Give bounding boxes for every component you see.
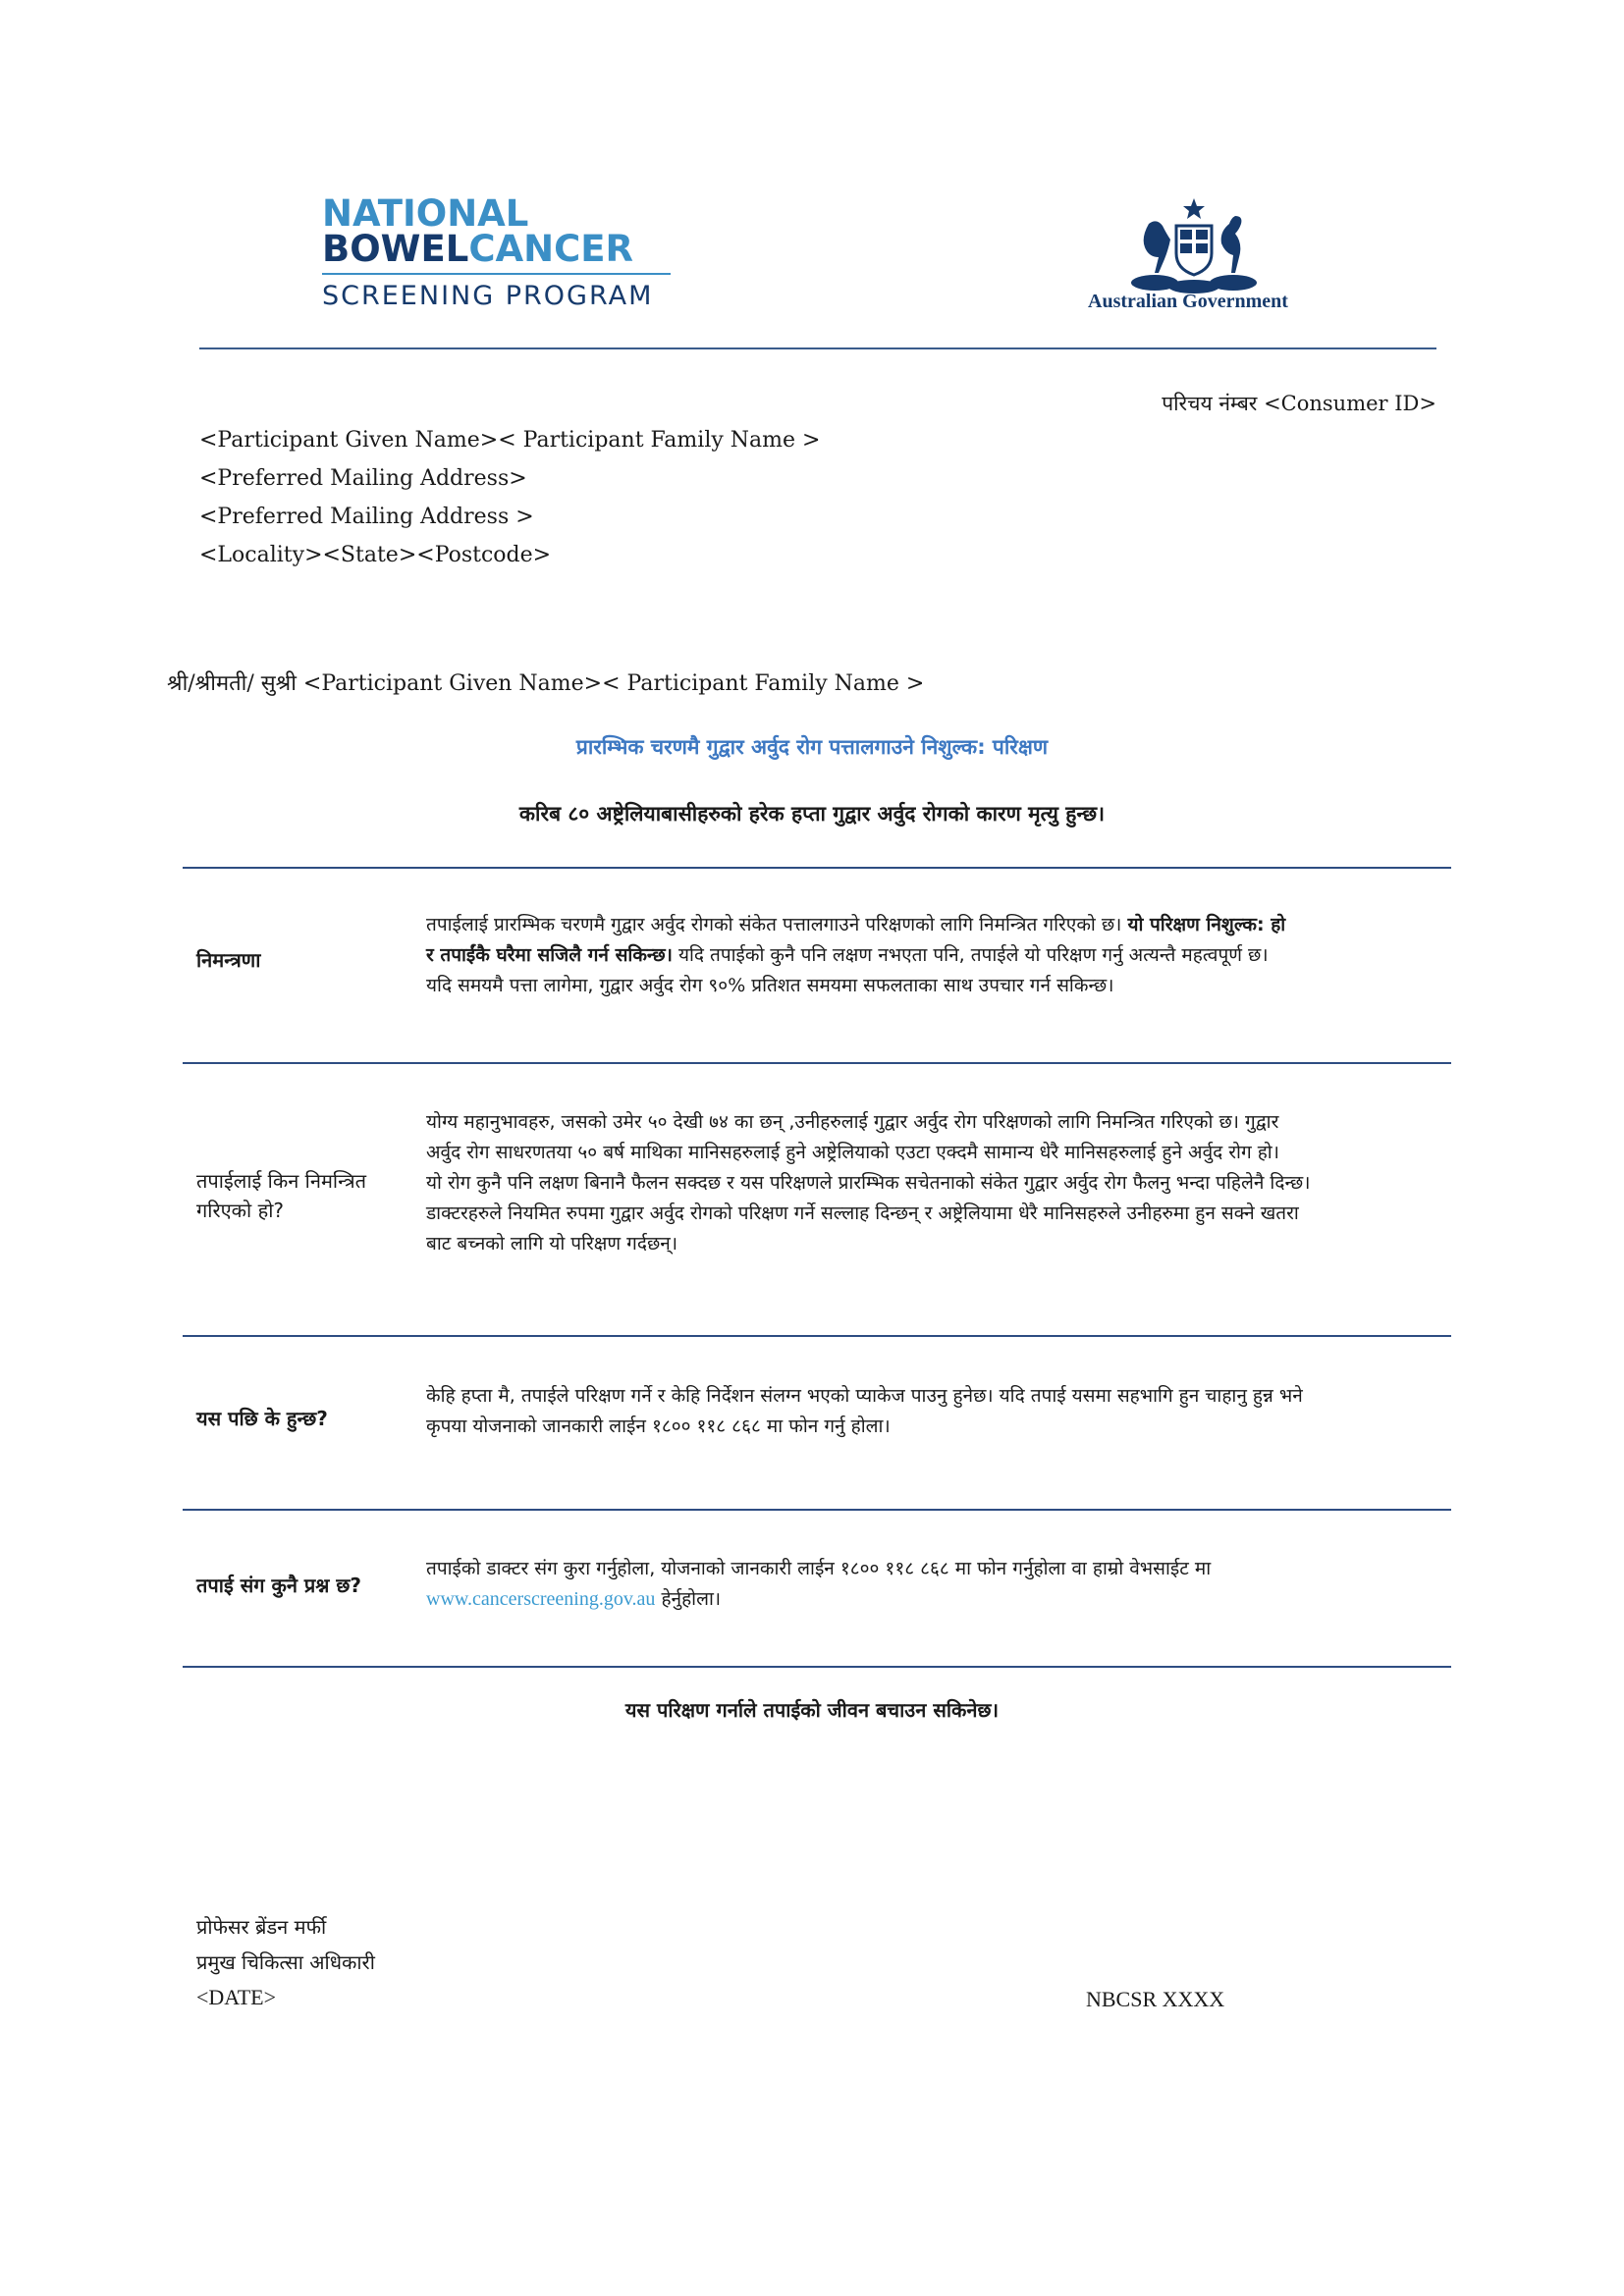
header-divider — [199, 347, 1436, 349]
logo-bowel: BOWEL — [322, 228, 469, 270]
program-logo — [322, 192, 685, 311]
signature-block — [196, 1914, 375, 2020]
invitation-bold: यो परिक्षण निशुल्क: हो — [1127, 914, 1286, 935]
salutation: श्री/श्रीमती/ सुश्री <Participant Given Name>< Participant Family Name > — [167, 671, 925, 696]
invitation-text: तपाईलाई प्रारम्भिक चरणमै गुद्वार अर्वुद रोगको संकेत पत्तालगाउने परिक्षणको लागि निमन्त्रित गरिएको छ। — [426, 914, 1122, 935]
why-label-line: गरिएको हो? — [196, 1199, 284, 1222]
section-body-why — [426, 1107, 1437, 1259]
why-line: अर्वुद रोग साधरणतया ५० बर्ष माथिका मानिसहरुलाई हुने अष्ट्रेलियाको एउटा एक्दमै सामान्य धेरै मानिसहरुलाई हुने अर्वुद रोग हो। — [426, 1142, 1279, 1163]
logo-rule — [322, 273, 671, 275]
section-divider — [183, 1335, 1451, 1337]
logo-national: NATIONAL — [322, 192, 529, 235]
closing-statement: यस परिक्षण गर्नाले तपाईको जीवन बचाउन सकिनेछ। — [624, 1698, 1000, 1722]
invitation-bold: र तपाईंकै घरैमा सजिलै गर्न सकिन्छ। — [426, 944, 673, 966]
section-body-questions — [426, 1554, 1437, 1615]
logo-screening-program: SCREENING PROGRAM — [322, 281, 654, 311]
invitation-text: यदि समयमै पत्ता लागेमा, गुद्वार अर्वुद रोग ९०% प्रतिशत समयमा सफलताका साथ उपचार गर्न सकिन्छ। — [426, 975, 1114, 996]
address-line: <Locality><State><Postcode> — [199, 543, 552, 567]
section-divider — [183, 1666, 1451, 1668]
logo-cancer: CANCER — [468, 228, 634, 270]
signatory-name: प्रोफेसर ब्रेंडन मर्फी — [196, 1915, 327, 1939]
signatory-title: प्रमुख चिकित्सा अधिकारी — [196, 1950, 375, 1974]
section-body-invitation — [426, 910, 1437, 1001]
questions-line-end: हेर्नुहोला। — [655, 1588, 722, 1610]
logo-bowel-cancer — [322, 228, 685, 270]
subject-heading: प्रारम्भिक चरणमै गुद्वार अर्वुद रोग पत्तालगाउने निशुल्क: परिक्षण — [575, 735, 1049, 759]
section-label-why — [196, 1166, 412, 1225]
statistic-heading: करिब ८० अष्ट्रेलियाबासीहरुको हरेक हप्ता गुद्वार अर्वुद रोगको कारण मृत्यु हुन्छ। — [518, 802, 1106, 826]
address-line: <Preferred Mailing Address > — [199, 505, 534, 529]
why-label-line: तपाईलाई किन निमन्त्रित — [196, 1169, 367, 1193]
document-reference: NBCSR XXXX — [1086, 1987, 1225, 2011]
address-block — [199, 428, 820, 581]
section-label-invitation: निमन्त्रणा — [196, 948, 261, 972]
commonwealth-coat-of-arms-icon — [1125, 194, 1263, 296]
section-divider — [183, 1509, 1451, 1511]
website-link[interactable]: www.cancerscreening.gov.au — [426, 1588, 656, 1610]
section-body-next — [426, 1381, 1437, 1442]
why-line: डाक्टरहरुले नियमित रुपमा गुद्वार अर्वुद रोगको परिक्षण गर्ने सल्लाह दिन्छन् र अष्ट्रेलियामा धेरै मानिसहरुले उनीहरुमा हुन सक्ने खतरा — [426, 1202, 1299, 1224]
section-divider — [183, 1062, 1451, 1064]
why-line: बाट बच्नको लागि यो परिक्षण गर्दछन्। — [426, 1233, 678, 1255]
next-line: कृपया योजनाको जानकारी लाईन १८०० ११८ ८६८ मा फोन गर्नु होला। — [426, 1415, 891, 1437]
why-line: यो रोग कुनै पनि लक्षण बिनानै फैलन सक्दछ र यस परिक्षणले प्रारम्भिक सचेतनाको संकेत गुद्वार अर्वुद रोग फैलनु भन्दा पहिलेनै दिन्छ। — [426, 1172, 1311, 1194]
australian-government-wordmark: Australian Government — [1088, 291, 1288, 312]
section-divider — [183, 867, 1451, 869]
invitation-text: यदि तपाईको कुनै पनि लक्षण नभएता पनि, तपाईले यो परिक्षण गर्नु अत्यन्तै महत्वपूर्ण छ। — [677, 944, 1269, 966]
consumer-id: परिचय नंम्बर <Consumer ID> — [1162, 392, 1436, 415]
letter-date: <DATE> — [196, 1985, 277, 2009]
address-line: <Participant Given Name>< Participant Family Name > — [199, 428, 821, 453]
questions-line: तपाईको डाक्टर संग कुरा गर्नुहोला, योजनाको जानकारी लाईन १८०० ११८ ८६८ मा फोन गर्नुहोला वा हाम्रो वेभसाईट मा — [426, 1558, 1212, 1579]
why-line: योग्य महानुभावहरु, जसको उमेर ५० देखी ७४ का छन् ,उनीहरुलाई गुद्वार अर्वुद रोग परिक्षणको लागि निमन्त्रित गरिएको छ। गुद्वार — [426, 1111, 1279, 1133]
address-line: <Preferred Mailing Address> — [199, 466, 527, 491]
section-label-next: यस पछि के हुन्छ? — [196, 1407, 328, 1430]
section-label-questions: तपाई संग कुनै प्रश्न छ? — [196, 1574, 361, 1597]
next-line: केहि हप्ता मै, तपाईले परिक्षण गर्ने र केहि निर्देशन संलग्न भएको प्याकेज पाउनु हुनेछ। यदि तपाई यसमा सहभागि हुन चाहानु हुन्न भने — [426, 1385, 1303, 1407]
